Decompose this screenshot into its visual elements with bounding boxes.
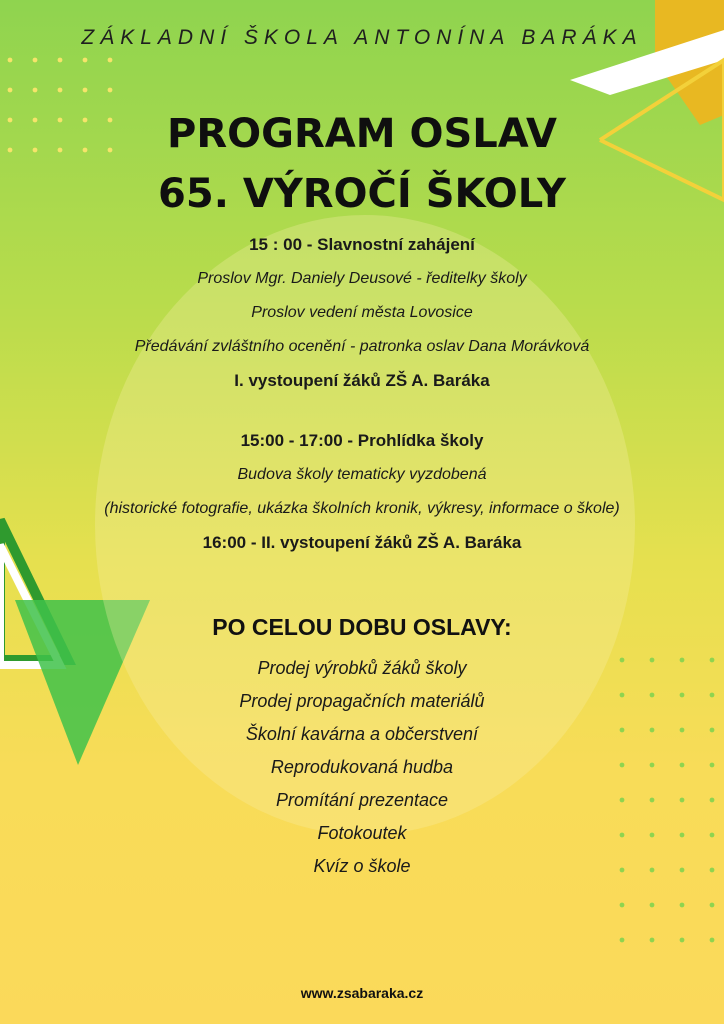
program-section-2 <box>0 424 724 560</box>
program-item: 15:00 - 17:00 - Prohlídka školy <box>240 431 484 450</box>
program-item: I. vystoupení žáků ZŠ A. Baráka <box>234 371 490 390</box>
list-item: Kvíz o škole <box>313 856 411 876</box>
program-item: (historické fotografie, ukázka školních kronik, výkresy, informace o škole) <box>104 500 620 517</box>
list-item: Školní kavárna a občerstvení <box>245 724 479 744</box>
all-day-heading: PO CELOU DOBU OSLAVY: <box>212 614 512 640</box>
title-line-2: 65. VÝROČÍ ŠKOLY <box>158 171 566 217</box>
all-day-list <box>0 652 724 883</box>
list-item: Promítání prezentace <box>275 790 449 810</box>
program-item: Proslov Mgr. Daniely Deusové - ředitelky školy <box>197 270 527 287</box>
list-item: Fotokoutek <box>317 823 407 843</box>
program-item: Proslov vedení města Lovosice <box>251 304 473 321</box>
website-link[interactable]: www.zsabaraka.cz <box>300 985 424 1001</box>
school-name: ZÁKLADNÍ ŠKOLA ANTONÍNA BARÁKA <box>81 26 643 49</box>
page-title <box>0 104 724 224</box>
program-section-1 <box>0 228 724 398</box>
program-item: 16:00 - II. vystoupení žáků ZŠ A. Baráka <box>202 533 522 552</box>
title-line-1: PROGRAM OSLAV <box>167 111 557 157</box>
list-item: Reprodukovaná hudba <box>270 757 454 777</box>
program-item: 15 : 00 - Slavnostní zahájení <box>249 235 475 254</box>
program-item: Budova školy tematicky vyzdobená <box>237 466 487 483</box>
list-item: Prodej výrobků žáků školy <box>257 658 467 678</box>
list-item: Prodej propagačních materiálů <box>239 691 485 711</box>
program-item: Předávání zvláštního ocenění - patronka oslav Dana Morávková <box>134 338 590 355</box>
